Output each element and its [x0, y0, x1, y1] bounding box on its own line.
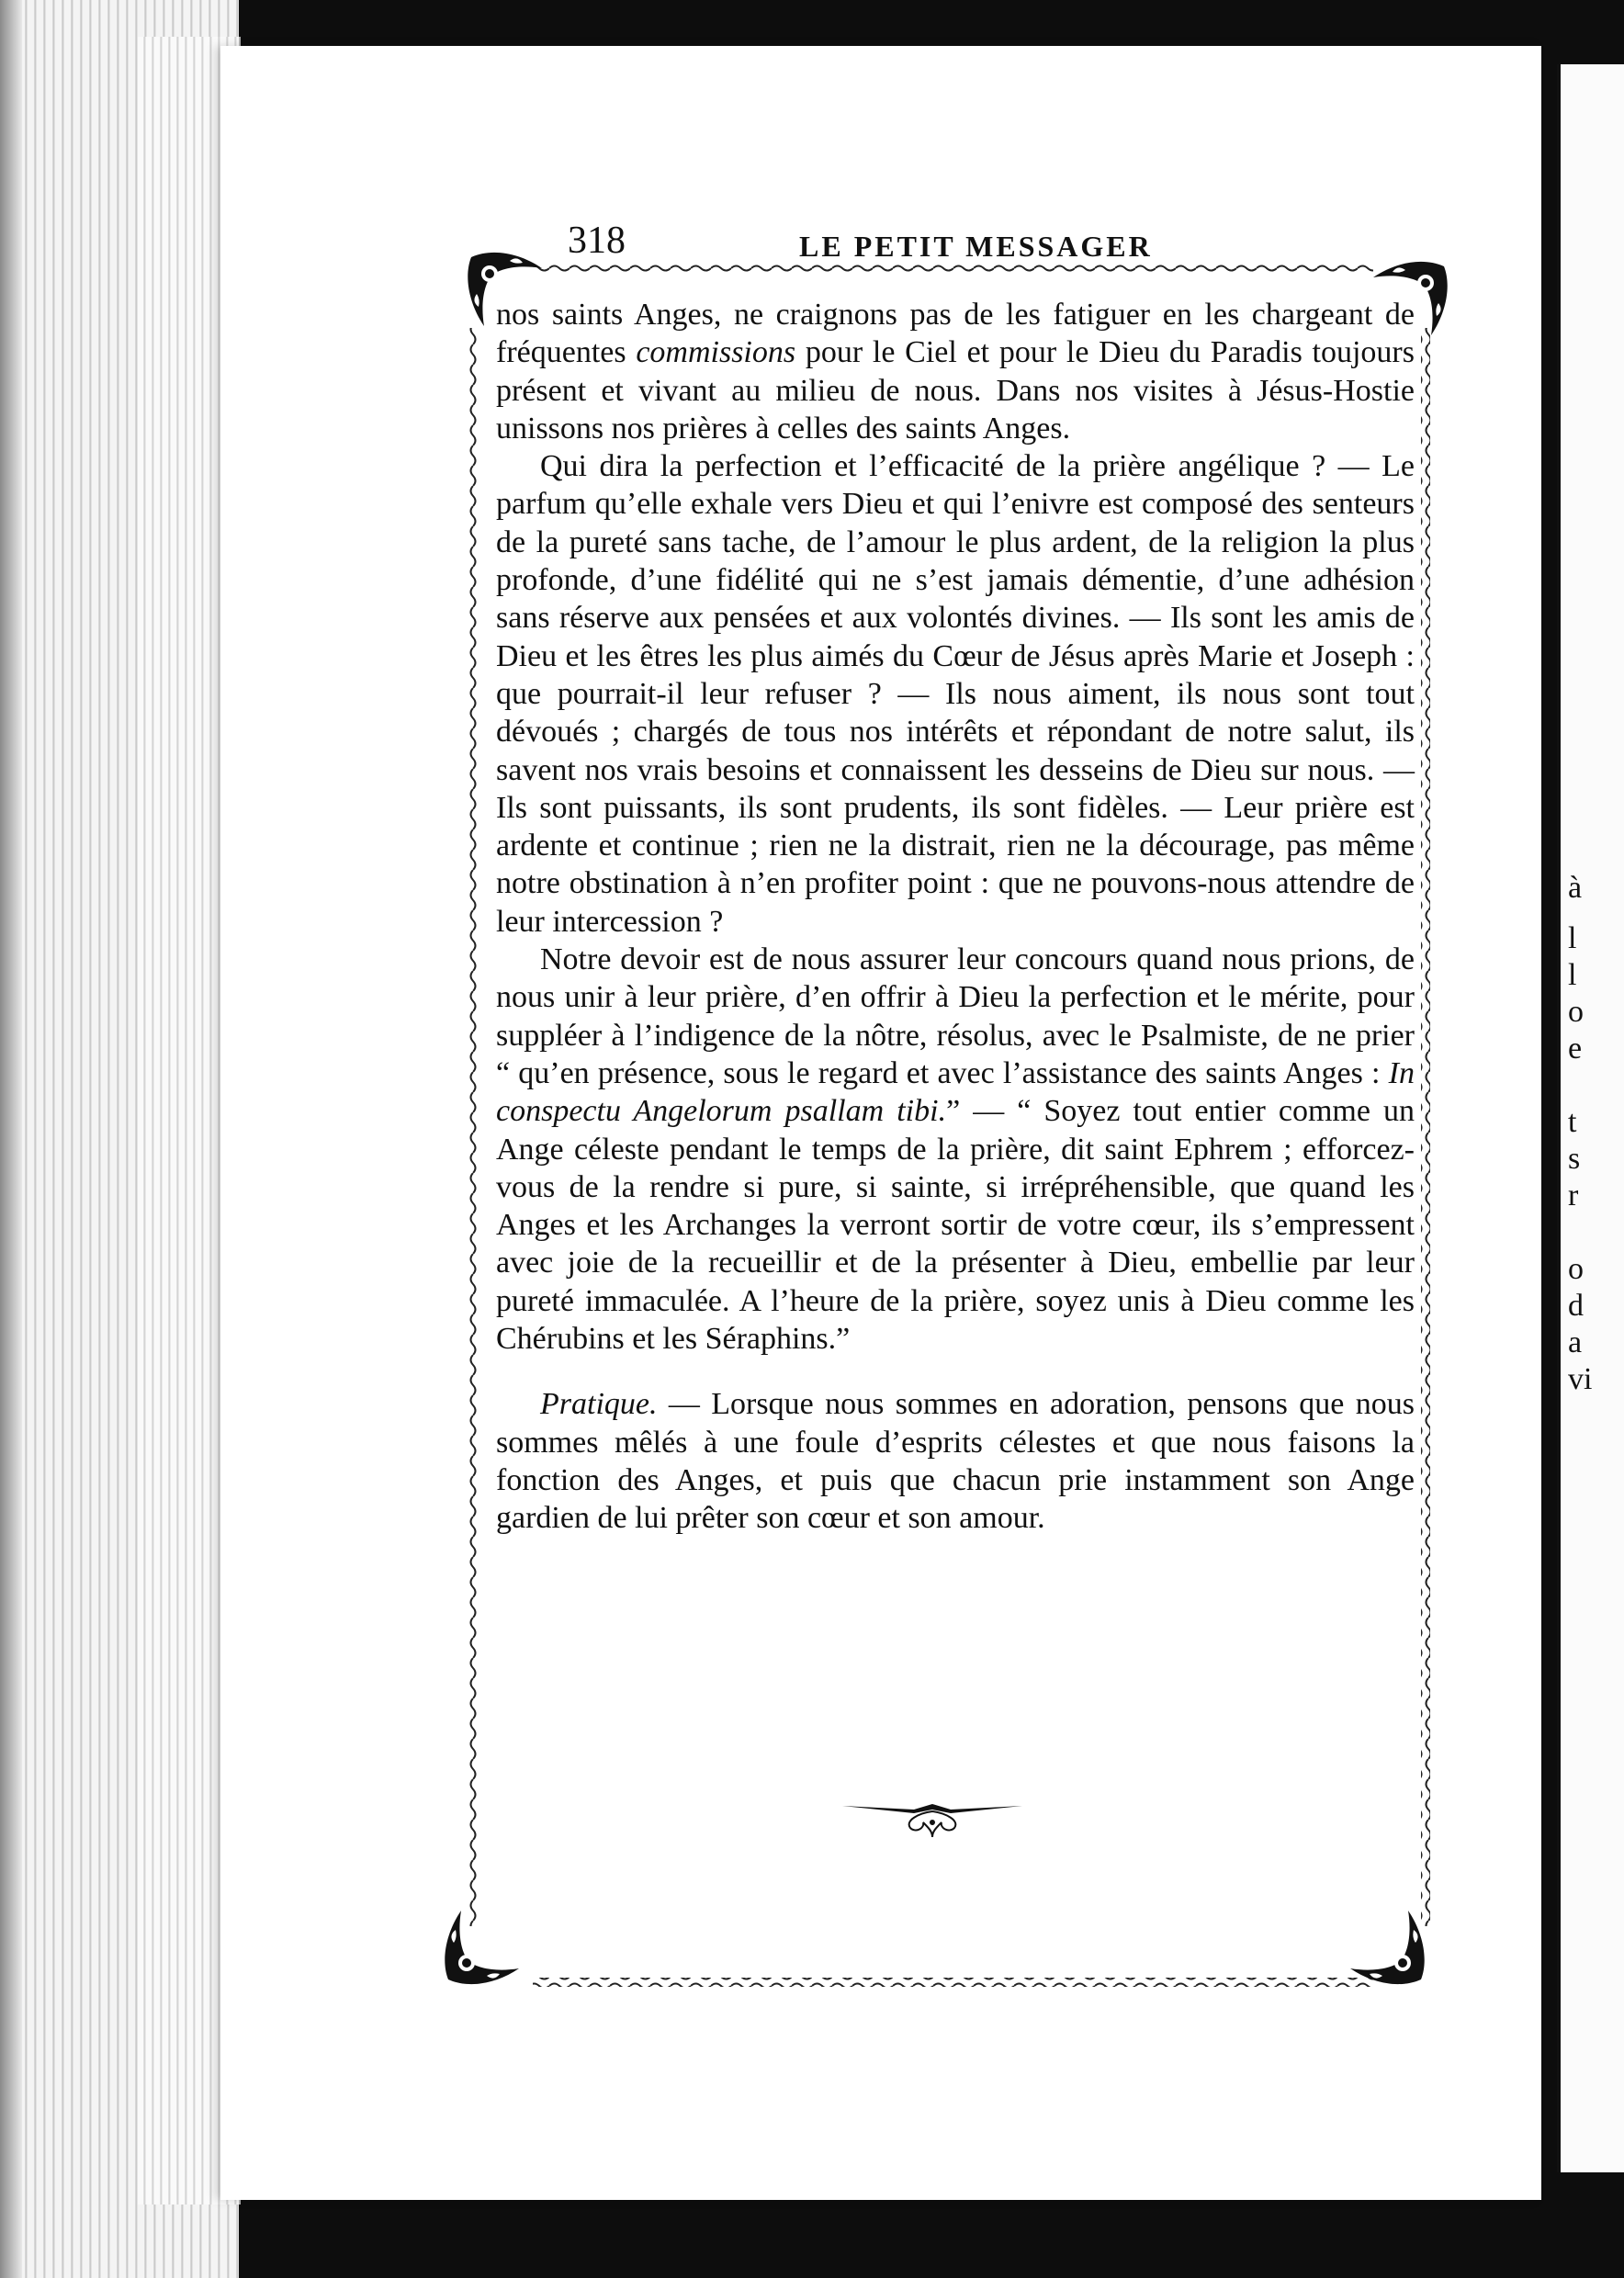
italic-text-run: commissions	[636, 335, 796, 370]
pratique-paragraph	[496, 1385, 1415, 1537]
paragraph	[496, 296, 1415, 447]
fleuron-corner-icon	[441, 1906, 524, 1989]
fleuron-tailpiece-icon	[840, 1800, 1024, 1841]
running-title: LE PETIT MESSAGER	[799, 230, 1153, 263]
italic-text-run: In conspectu Angelorum psallam tibi.	[496, 1055, 1415, 1129]
facing-page-fragment: a	[1568, 1325, 1583, 1359]
fleuron-corner-icon	[1346, 1906, 1428, 1989]
facing-page-fragment: l	[1568, 958, 1577, 992]
page-number: 318	[568, 220, 626, 262]
page-body-text	[496, 296, 1415, 1538]
paragraph	[496, 447, 1415, 941]
facing-page-fragment: o	[1568, 995, 1584, 1029]
text-run: pour le Ciel et pour le Dieu du Paradis toujours présent et vivant au milieu de nous. Dans nos visites à Jésus-Hostie unissons nos prières à celles des saints Anges.	[496, 335, 1415, 445]
italic-text-run: Pratique.	[540, 1387, 658, 1422]
text-run: ” — “ Soyez tout entier comme un Ange céleste pendant le temps de la prière, dit saint Ephrem ; efforcez-vous de la rendre si pure, si sainte, si irrépréhensible, que quand les Anges et les Archanges la verront sortir de votre cœur, ils s’empressent avec joie de la recueillir et de la présenter à Dieu, embellie par leur pureté immaculée. A l’heure de la prière, soyez unis à Dieu comme les Chérubins et les Séraphins.”	[496, 1094, 1415, 1357]
paragraph	[496, 941, 1415, 1358]
facing-page-fragment: t	[1568, 1105, 1577, 1139]
text-run: Qui dira la perfection et l’efficacité de la prière angélique ? — Le parfum qu’elle exhale vers Dieu et qui l’enivre est composé des senteurs de la pureté sans tache, de l’amour le plus ardent, de la religion la plus profonde, d’une fidélité qui ne s’est jamais démentie, d’une adhésion sans réserve aux pensées et aux volontés divines. — Ils sont les amis de Dieu et les êtres les plus aimés du Cœur de Jésus après Marie et Joseph : que pourrait-il leur refuser ? — Ils nous aiment, ils nous sont tout dévoués ; chargés de tous nos intérêts et répondant de notre salut, ils savent nos vrais besoins et connaissent les desseins de Dieu sur nous. — Ils sont puissants, ils sont prudents, ils sont fidèles. — Leur prière est ardente et continue ; rien ne la distrait, rien ne la décourage, pas même notre obstination à n’en profiter point : que ne pouvons-nous attendre de leur intercession ?	[496, 449, 1415, 939]
facing-page-fragment: o	[1568, 1252, 1584, 1286]
facing-page-fragment: d	[1568, 1289, 1584, 1323]
text-run: Notre devoir est de nous assurer leur concours quand nous prions, de nous unir à leur prière, d’en offrir à Dieu la perfection et le mérite, pour suppléer à l’indigence de la nôtre, résolus, avec le Psalmiste, de ne prier “ qu’en présence, sous le regard et avec l’assistance des saints Anges :	[496, 942, 1415, 1090]
facing-page-fragment: r	[1568, 1178, 1579, 1212]
facing-page	[1557, 64, 1624, 2172]
book-edge-shadow	[0, 0, 22, 2278]
facing-page-fragment: à	[1568, 871, 1583, 905]
text-run: — Lorsque nous sommes en adoration, pensons que nous sommes mêlés à une foule d’esprits célestes et que nous faisons la fonction des Anges, et puis que chacun prie instamment son Ange gardien de lui prêter son cœur et son amour.	[496, 1387, 1415, 1536]
text-run: nos saints Anges, ne craignons pas de les fatiguer en les chargeant de fréquentes	[496, 298, 1415, 370]
facing-page-fragment: vi	[1568, 1362, 1593, 1396]
facing-page-fragment: l	[1568, 921, 1577, 955]
facing-page-fragment: e	[1568, 1032, 1583, 1066]
facing-page-fragment: s	[1568, 1142, 1581, 1176]
